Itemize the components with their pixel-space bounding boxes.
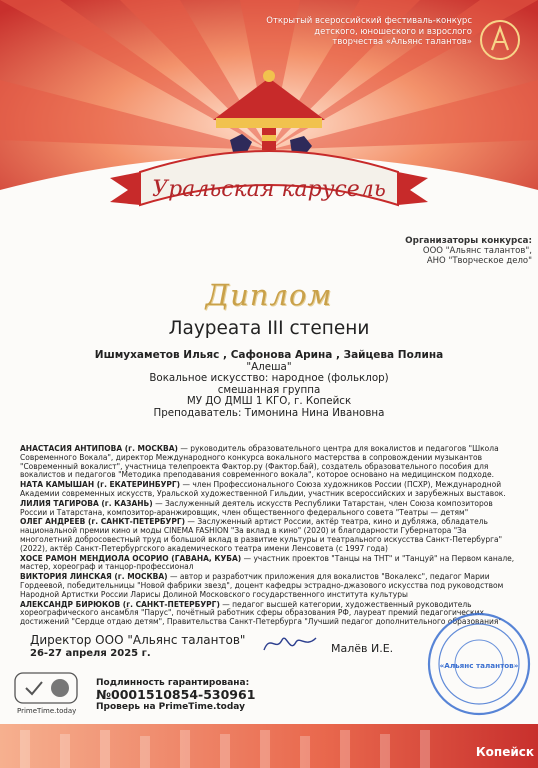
jury-member: ХОСЕ РАМОН МЕНДИОЛА ОСОРИО (ГАВАНА, КУБА) — участник проектов "Танцы на ТНТ" и "Танцуй" на Первом канале, мастер, хореограф и танцор-профессионал [20, 553, 515, 572]
festival-line-2: детского, юношеского и взрослого [314, 26, 472, 37]
participant-names: Ишмухаметов Ильяс , Сафонова Арина , Зайцева Полина [94, 349, 444, 361]
organizer-2: АНО "Творческое дело" [426, 256, 532, 266]
jury-member: АНАСТАСИЯ АНТИПОВА (г. МОСКВА) — руководитель образовательного центра для вокалистов и педагогов "Школа Современного Вокала", директор Международного конкурса вокального мастерства в сопровождении музыкантов "Современный вокалист", участница телепроекта Фактор.ру (Фактор.бай), создатель образовательного пособия для вокалистов и педагогов "Методика преподавания современного вокала", которое основано на медицинском подходе. [20, 444, 499, 480]
signer-name: Малёв И.Е. [331, 642, 394, 655]
ensemble-name: "Алеша" [246, 361, 292, 373]
jury-member: ВИКТОРИЯ ЛИНСКАЯ (г. МОСКВА) — автор и разработчик приложения для вокалистов "Вокалекс", педагог Марии Гордеевой, победительницы "Новой фабрики звезд", доцент кафедры эстрадно-джазового искусства под руководством Народной Артистки России Ларисы Долиной Московского государственного института культуры [20, 572, 504, 599]
laureate-degree: Лауреата III степени [168, 318, 370, 339]
jury-member: ЛИЛИЯ ТАГИРОВА (г. КАЗАНЬ) — Заслуженный деятель искусств Республики Татарстан, член Союза композиторов России и Татарстана, композитор-аранжировщик, член общественного федерального совета "Театры — детям" [20, 498, 493, 517]
city-label: Копейск [475, 745, 534, 759]
primetime-badge-icon [14, 672, 78, 712]
group-type: смешанная группа [217, 383, 321, 396]
festival-line-3: творчества «Альянс талантов» [332, 37, 472, 47]
organizers [405, 236, 532, 266]
diploma-word: Диплом [205, 278, 333, 312]
jury-member: НАТА КАМЫШАН (г. ЕКАТЕРИНБУРГ) — член Профессионального Союза художников России (ПСХР), Международной Академии современных искусств, Уральской художественной Гильдии, участник всероссийских и зарубежных выставок. [20, 480, 506, 498]
teacher: Преподаватель: Тимонина Нина Ивановна [153, 406, 385, 419]
festival-line-1: Открытый всероссийский фестиваль-конкурс [266, 16, 472, 26]
director-title: Директор ООО "Альянс талантов" [30, 633, 246, 647]
organizer-1: ООО "Альянс талантов", [422, 246, 532, 256]
festival-logo-icon [478, 18, 522, 62]
participant-info [0, 362, 538, 419]
school: МУ ДО ДМШ 1 КГО, г. Копейск [186, 395, 352, 408]
authenticity-block [96, 677, 255, 713]
festival-name [222, 16, 472, 48]
signature-icon [260, 630, 320, 656]
auth-check: Проверь на PrimeTime.today [96, 702, 245, 712]
event-dates: 26-27 апреля 2025 г. [30, 648, 151, 659]
organizers-title: Организаторы конкурса: [405, 236, 532, 246]
auth-number: №0001510854-530961 [96, 687, 256, 702]
primetime-caption: PrimeTime.today [17, 707, 77, 715]
jury-list [20, 445, 520, 628]
bottom-banner [0, 724, 538, 768]
stamp-center-text: «Альянс талантов» [439, 661, 519, 670]
festival-title: Уральская карусель [152, 177, 386, 202]
jury-member: АЛЕКСАНДР БИРЮКОВ (г. САНКТ-ПЕТЕРБУРГ) — педагог высшей категории, художественный руководитель хореографического ансамбля "Парус", почётный работник сферы образования РФ, лауреат премий педагогических достижений "Сердце отдаю детям", Правительства Санкт-Петербурга "Лучший педагог дополнительного образования" [20, 599, 502, 627]
category: Вокальное искусство: народное (фольклор) [149, 372, 389, 385]
jury-member: ОЛЕГ АНДРЕЕВ (г. САНКТ-ПЕТЕРБУРГ) — Заслуженный артист России, актёр театра, кино и дубляжа, обладатель национальной премии кино и моды CINEMA FASHION "За вклад в кино" (2020) и благодарности Губернатора "За многолетний добросовестный труд и большой вклад в развитие культуры и театрального искусства Санкт-Петербурга" (2022), актёр Санкт-Петербургского академического театра имени Ленсовета (с 1997 года) [20, 517, 503, 553]
auth-title: Подлинность гарантирована: [96, 678, 250, 688]
stamp-icon [425, 610, 533, 718]
